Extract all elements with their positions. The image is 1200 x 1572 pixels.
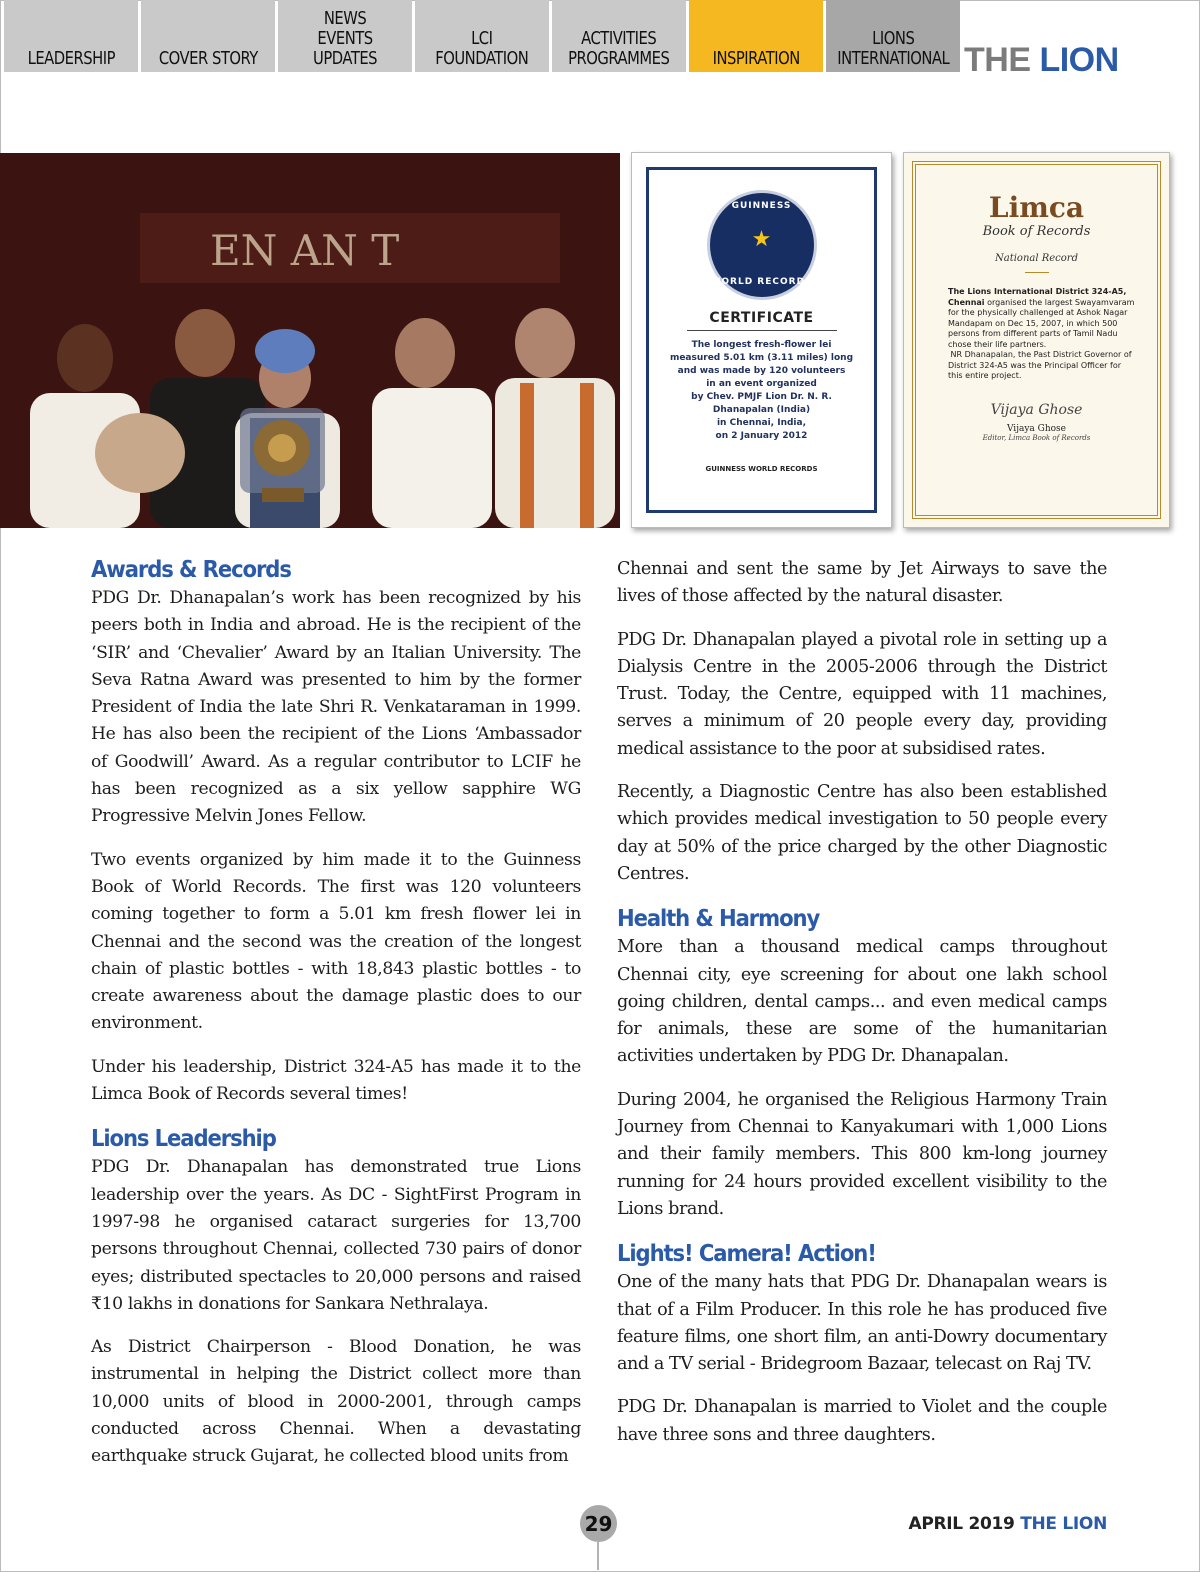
limca-subtitle: Book of Records xyxy=(982,224,1091,239)
seal-bottom-text: WORLD RECORDS xyxy=(710,277,813,287)
tab-news-events-updates[interactable] xyxy=(278,0,412,72)
tab-label: COVER STORY xyxy=(158,48,258,69)
limca-rule xyxy=(1025,272,1049,273)
tab-lions-international[interactable] xyxy=(826,0,960,72)
limca-body-bold: The Lions International District 324-A5, Chennai xyxy=(948,287,1127,307)
article-paragraph: More than a thousand medical camps throughout Chennai city, eye screening for about one lakh school going children, dental camps... and even medical camps for animals, these are some of the humanitarian activities undertaken by PDG Dr. Dhanapalan. xyxy=(617,937,1107,1067)
section-heading: Health & Harmony xyxy=(617,906,820,933)
limca-body-rest: organised the largest Swayamvaram for the physically challenged at Ashok Nagar Mandapam on Dec 15, 2007, in which 500 persons from different parts of Tamil Nadu chose their life partners. xyxy=(948,297,1135,349)
certificate-title: CERTIFICATE xyxy=(709,310,814,326)
tab-label: ACTIVITIES PROGRAMMES xyxy=(568,28,670,69)
guinness-certificate-border xyxy=(646,167,877,513)
page-footer xyxy=(850,1514,1107,1534)
page-number-line xyxy=(597,1542,599,1570)
guinness-certificate xyxy=(631,152,892,528)
article-paragraph: As District Chairperson - Blood Donation, he was instrumental in helping the District collect more than 10,000 units of blood in 2000-2001, through camps conducted across Chennai. When a devastating earthquake struck Gujarat, he collected blood units from xyxy=(91,1337,581,1467)
star-icon: ★ xyxy=(751,227,772,252)
section-heading: Lions Leadership xyxy=(91,1126,276,1153)
article-column-left xyxy=(91,555,581,1487)
issue-date: APRIL 2019 xyxy=(908,1514,1015,1534)
award-ceremony-photo xyxy=(0,153,620,528)
brand-lion: LION xyxy=(1039,41,1119,79)
guinness-seal-icon xyxy=(707,190,817,300)
limca-title: Limca xyxy=(988,191,1085,224)
page-number: 29 xyxy=(580,1505,617,1542)
magazine-brand xyxy=(964,40,1119,80)
limca-certificate-border xyxy=(912,161,1161,519)
tab-leadership[interactable] xyxy=(4,0,138,72)
tab-label: LIONS INTERNATIONAL xyxy=(837,28,949,69)
magazine-name: THE LION xyxy=(1020,1514,1107,1534)
section-nav xyxy=(4,0,960,72)
limca-record-type: National Record xyxy=(995,253,1078,264)
tab-label: NEWS EVENTS UPDATES xyxy=(312,8,378,69)
ceremony-illustration xyxy=(0,153,620,528)
limca-body-2: NR Dhanapalan, the Past District Governor of District 324-A5 was the Principal Officer for this entire project. xyxy=(948,350,1132,380)
article-paragraph: Under his leadership, District 324-A5 has made it to the Limca Book of Records several times! xyxy=(91,1056,581,1105)
article-paragraph: Chennai and sent the same by Jet Airways to save the lives of those affected by the natural disaster. xyxy=(617,559,1107,607)
article-paragraph: Two events organized by him made it to the Guinness Book of World Records. The first was 120 volunteers coming together to form a 5.01 km fresh flower lei in Chennai and the second was the creation of the longest chain of plastic bottles - with 18,843 plastic bottles - to create awareness about the damage plastic does to our environment. xyxy=(91,849,581,1034)
backdrop-text: EN AN T xyxy=(210,226,400,275)
limca-certificate xyxy=(903,152,1170,528)
article-paragraph: PDG Dr. Dhanapalan’s work has been recognized by his peers both in India and abroad. He is the recipient of the ‘SIR’ and ‘Chevalier’ Award by an Italian University. The Seva Ratna Award was presented to him by the former President of India the late Shri R. Venkataraman in 1999. He has also been the recipient of the Lions ‘Ambassador of Goodwill’ Award. As a regular contributor to LCIF he has been recognized as a six yellow sapphire WG Progressive Melvin Jones Fellow. xyxy=(91,588,581,827)
section-heading: Lights! Camera! Action! xyxy=(617,1241,876,1268)
article-column-right xyxy=(617,556,1107,1465)
article-paragraph: During 2004, he organised the Religious Harmony Train Journey from Chennai to Kanyakumari with 1,000 Lions and their family members. This 800 km-long journey running for 24 hours provided excellent visibility to the Lions brand. xyxy=(617,1089,1107,1219)
article-paragraph: PDG Dr. Dhanapalan has demonstrated true Lions leadership over the years. As DC - SightFirst Program in 1997-98 he organised cataract surgeries for 13,700 persons throughout Chennai, collected 730 pairs of donor eyes; distributed spectacles to 20,000 persons and raised ₹10 lakhs in donations for Sankara Nethralaya. xyxy=(91,1157,581,1314)
article-paragraph: PDG Dr. Dhanapalan is married to Violet and the couple have three sons and three daughters. xyxy=(617,1397,1107,1445)
signature: Vijaya Ghose xyxy=(990,401,1083,418)
article-paragraph: PDG Dr. Dhanapalan played a pivotal role in setting up a Dialysis Centre in the 2005-2006 through the District Trust. Today, the Centre, equipped with 11 machines, serves a minimum of 20 people every day, providing medical assistance to the poor at subsidised rates. xyxy=(617,629,1107,759)
certificate-rule xyxy=(687,330,837,331)
tab-lci-foundation[interactable] xyxy=(415,0,549,72)
tab-label: INSPIRATION xyxy=(712,48,800,69)
signer-name: Vijaya Ghose xyxy=(1006,423,1067,434)
signer-title: Editor, Limca Book of Records xyxy=(982,433,1091,442)
seal-top-text: GUINNESS xyxy=(731,201,792,211)
article-paragraph: Recently, a Diagnostic Centre has also been established which provides medical investigation to 50 people every day at 50% of the price charged by the other Diagnostic Centres. xyxy=(617,782,1107,884)
tab-cover-story[interactable] xyxy=(141,0,275,72)
certificate-footer: GUINNESS WORLD RECORDS xyxy=(705,465,818,473)
tab-activities-programmes[interactable] xyxy=(552,0,686,72)
section-heading: Awards & Records xyxy=(91,557,291,583)
tab-label: LCI FOUNDATION xyxy=(435,28,529,69)
article-paragraph: One of the many hats that PDG Dr. Dhanapalan wears is that of a Film Producer. In this role he has produced five feature films, one short film, an anti-Dowry documentary and a TV serial - Bridegroom Bazaar, telecast on Raj TV. xyxy=(617,1272,1107,1375)
brand-the: THE xyxy=(964,41,1031,79)
certificate-body: The longest fresh-flower lei measured 5.01 km (3.11 miles) long and was made by 120 volunteers in an event organized by Chev. PMJF Lion Dr. N. R. Dhanapalan (India) in Chennai, India, on 2 January 2012 xyxy=(669,340,854,441)
limca-body xyxy=(916,287,1157,382)
tab-inspiration[interactable] xyxy=(689,0,823,72)
tab-label: LEADERSHIP xyxy=(27,48,115,69)
